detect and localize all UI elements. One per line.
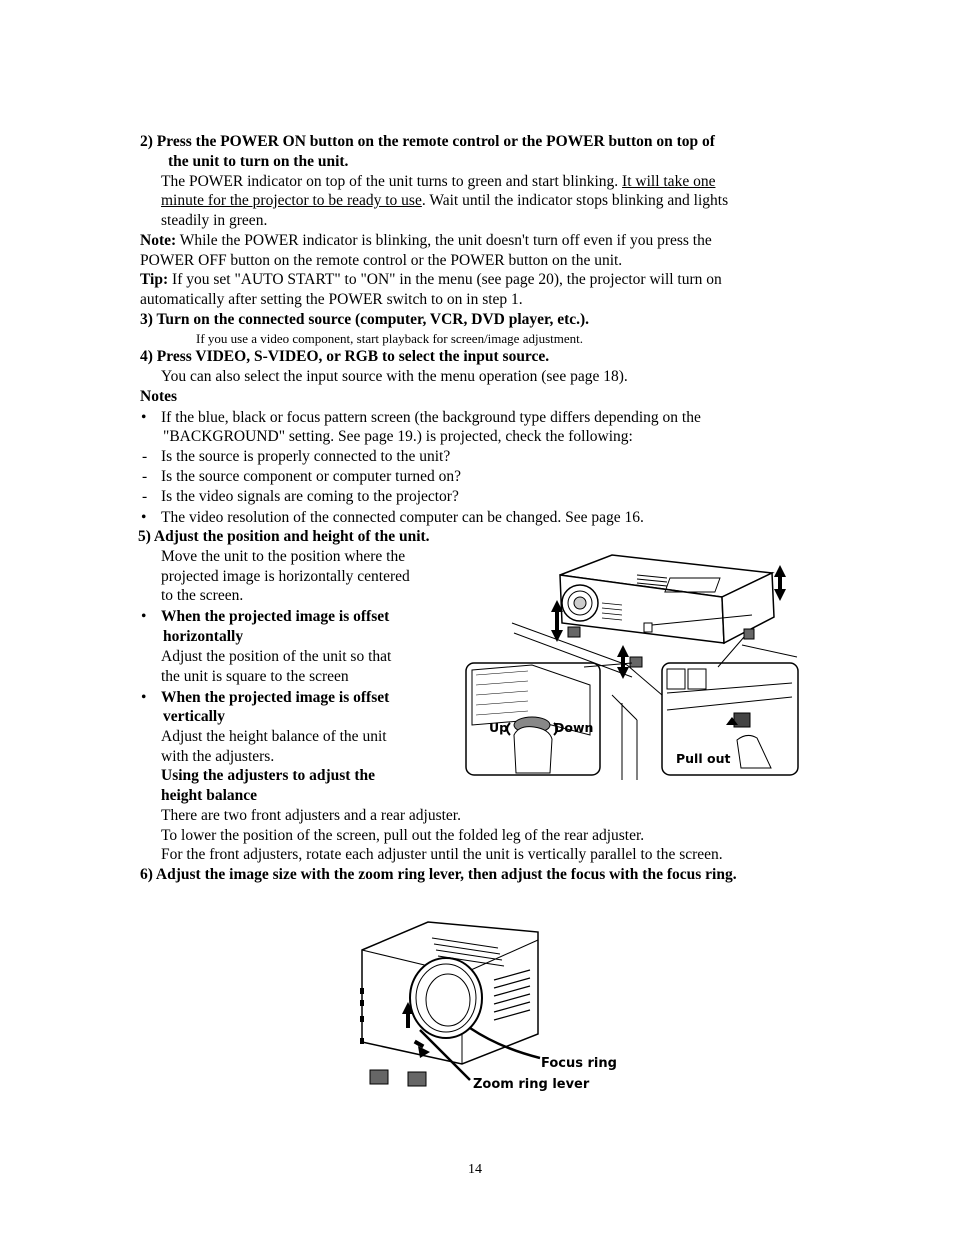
lens-figure bbox=[358, 918, 618, 1098]
note-text: While the POWER indicator is blinking, the unit doesn't turn off even if you press the bbox=[176, 232, 712, 249]
step3-body: If you use a video component, start playback for screen/image adjustment. bbox=[196, 331, 583, 346]
fig-zoom-lever-label: Zoom ring lever bbox=[473, 1077, 590, 1092]
projector-adjuster-illustration bbox=[462, 545, 802, 780]
bullet1-line2: "BACKGROUND" setting. See page 19.) is projected, check the following: bbox=[163, 428, 633, 445]
bullet-4: • bbox=[141, 689, 147, 706]
fig-pull-out-label: Pull out bbox=[676, 751, 731, 766]
bullet-2: • bbox=[141, 509, 147, 526]
step4-body: You can also select the input source with the menu operation (see page 18). bbox=[161, 368, 628, 385]
notes-label: Notes bbox=[140, 388, 178, 405]
tip-line2: automatically after setting the POWER switch to on in step 1. bbox=[140, 291, 523, 308]
note-label: Note: bbox=[140, 232, 177, 249]
step5-heading: 5) Adjust the position and height of the unit. bbox=[138, 528, 430, 545]
step2-body-underlined: It will take one bbox=[622, 173, 716, 190]
adjusters-line3: For the front adjusters, rotate each adjuster until the unit is vertically parallel to the screen. bbox=[161, 846, 723, 863]
step2-body-text-2: . Wait until the indicator stops blinking and lights bbox=[421, 192, 729, 209]
v-body-line1: Adjust the height balance of the unit bbox=[161, 728, 387, 745]
note-line2: POWER OFF button on the remote control or the POWER button on the unit. bbox=[140, 252, 623, 269]
fig-up-label: Up bbox=[489, 720, 509, 735]
step2-body-line1 bbox=[161, 172, 715, 191]
dash2-text: Is the source component or computer turned on? bbox=[161, 468, 462, 485]
step2-heading-line2: the unit to turn on the unit. bbox=[168, 153, 349, 170]
bullet2-text: The video resolution of the connected computer can be changed. See page 16. bbox=[161, 509, 644, 526]
step5-intro2: projected image is horizontally centered bbox=[161, 568, 410, 585]
dash1-text: Is the source is properly connected to the unit? bbox=[161, 448, 451, 465]
adjusters-line1: There are two front adjusters and a rear adjuster. bbox=[161, 807, 461, 824]
h-body-line2: the unit is square to the screen bbox=[161, 668, 349, 685]
dash-3: - bbox=[142, 488, 148, 505]
h-offset-line2: horizontally bbox=[163, 628, 244, 645]
h-body-line1: Adjust the position of the unit so that bbox=[161, 648, 392, 665]
step2-body-line3: steadily in green. bbox=[161, 212, 268, 229]
fig-focus-ring-label: Focus ring bbox=[541, 1056, 617, 1071]
fig-down-label: Down bbox=[554, 720, 594, 735]
bullet-3: • bbox=[141, 608, 147, 625]
step2-body-underlined-2: minute for the projector to be ready to use bbox=[161, 192, 422, 209]
adjuster-figure bbox=[462, 545, 802, 780]
page-number: 14 bbox=[468, 1162, 482, 1177]
step4-heading: 4) Press VIDEO, S-VIDEO, or RGB to select the input source. bbox=[140, 348, 550, 365]
step6-heading: 6) Adjust the image size with the zoom ring lever, then adjust the focus with the focus ring. bbox=[140, 866, 737, 883]
bullet-1: • bbox=[141, 409, 147, 426]
v-offset-line2: vertically bbox=[163, 708, 225, 725]
step5-intro3: to the screen. bbox=[161, 587, 244, 604]
using-line2: height balance bbox=[161, 787, 258, 804]
bullet1-line1: If the blue, black or focus pattern screen (the background type differs depending on the bbox=[161, 409, 701, 426]
note-line1 bbox=[140, 231, 712, 250]
dash3-text: Is the video signals are coming to the projector? bbox=[161, 488, 459, 505]
adjusters-line2: To lower the position of the screen, pull out the folded leg of the rear adjuster. bbox=[161, 827, 645, 844]
v-offset-line1: When the projected image is offset bbox=[161, 689, 390, 706]
step2-body-text: The POWER indicator on top of the unit turns to green and start blinking. bbox=[161, 173, 623, 190]
using-line1: Using the adjusters to adjust the bbox=[161, 767, 375, 784]
tip-label: Tip: bbox=[140, 271, 169, 288]
step5-intro1: Move the unit to the position where the bbox=[161, 548, 406, 565]
dash-1: - bbox=[142, 448, 148, 465]
tip-text: If you set "AUTO START" to "ON" in the menu (see page 20), the projector will turn on bbox=[168, 271, 722, 288]
h-offset-line1: When the projected image is offset bbox=[161, 608, 390, 625]
tip-line1 bbox=[140, 270, 722, 289]
step3-heading: 3) Turn on the connected source (computer, VCR, DVD player, etc.). bbox=[140, 311, 590, 328]
dash-2: - bbox=[142, 468, 148, 485]
v-body-line2: with the adjusters. bbox=[161, 748, 275, 765]
projector-lens-illustration bbox=[358, 918, 618, 1098]
step2-heading-line1: 2) Press the POWER ON button on the remote control or the POWER button on top of bbox=[140, 133, 715, 150]
step2-body-line2 bbox=[161, 191, 728, 210]
